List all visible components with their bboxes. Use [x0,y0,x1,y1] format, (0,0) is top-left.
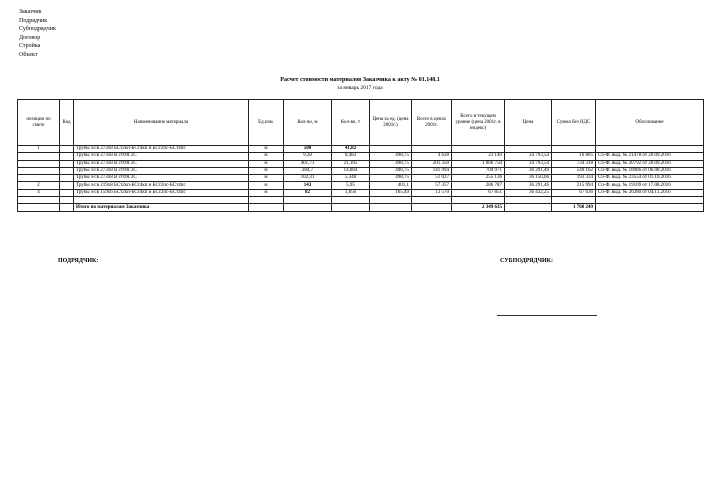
table-cell: 498,75 [370,167,412,174]
table-cell: 36 432,25 [505,189,552,196]
table-cell [284,197,332,204]
table-cell: 9,28 [284,153,332,160]
table-cell [284,204,332,211]
column-header: Обоснование [596,100,704,146]
table-cell: 1 006 750 [452,160,505,167]
table-cell: Трубы э/св 159х6 БСт2кп-БСт4кп и БСт2пс-БСт4пс [74,189,249,196]
table-total-row [18,204,704,211]
table-cell [60,189,74,196]
table-row [18,146,704,153]
header-line-subcontractor: Субподрядчик [19,26,56,33]
table-cell: 255 136 [452,175,505,182]
table-cell: 36 150,66 [505,175,552,182]
table-cell: Сч-Ф. выд. № 26280 от 04.11.2016 [596,189,704,196]
table-cell: Сч-Ф. выд. № 18986 от 06.08.2016 [596,167,704,174]
table-cell: м [249,189,284,196]
signature-line [497,315,597,316]
table-cell [596,204,704,211]
column-header: Кол-во, т [332,100,370,146]
table-row [18,189,704,196]
table-cell: 284,7 [284,167,332,174]
table-cell: Сч-Ф. выд. № 23554 от 01.10.2016 [596,175,704,182]
document-subtitle: за январь 2017 года [337,85,383,91]
table-body [18,146,704,212]
table-cell [60,146,74,153]
table-cell: Сч-Ф. выд. № 20792 от 20.09.2016 [596,160,704,167]
document-title: Расчет стоимости материалов Заказчика к акту № 01.148.1 [280,77,440,83]
materials-table [17,99,704,212]
table-cell [505,197,552,204]
column-header: Всего в текущем уровне (цена 2001г. в индекс) [452,100,505,146]
column-header: Сумма без НДС [552,100,596,146]
table-cell [370,146,412,153]
total-label: Итого по материалам Заказчика [74,204,249,211]
table-cell: 82 [284,189,332,196]
contractor-signature-label: ПОДРЯДЧИК: [58,258,99,264]
table-cell: м [249,175,284,182]
table-cell [596,197,704,204]
table-cell: 401,1 [370,182,412,189]
table-cell: 141 994 [412,167,452,174]
table-cell: Сч-Ф. выд. № 19109 от 17.08.2016 [596,182,704,189]
table-cell: 540 162 [552,167,596,174]
table-row [18,160,704,167]
table-cell [249,197,284,204]
table-cell [18,167,60,174]
subcontractor-signature-label: СУБПОДРЯДЧИК: [500,258,554,264]
table-row [18,167,704,174]
column-header: Цена [505,100,552,146]
table-cell [18,175,60,182]
table-cell [412,197,452,204]
column-header: Цена за ед. (цена 2001г.) [370,100,412,146]
table-header-row [18,100,704,146]
table-cell [74,197,249,204]
table-cell: 401,71 [284,160,332,167]
table-cell [552,197,596,204]
table-cell: 57 357 [412,182,452,189]
header-line-construction: Стройка [19,43,41,50]
column-header: Ед.изм. [249,100,284,146]
header-line-customer: Заказчик [19,9,42,15]
column-header: Код [60,100,74,146]
table-cell: 0,483 [332,153,370,160]
table-row [18,182,704,189]
table-cell [412,146,452,153]
table-cell [332,204,370,211]
table-cell: 734 318 [552,160,596,167]
table-cell [452,197,505,204]
table-cell: 286 787 [452,182,505,189]
table-cell [249,204,284,211]
table-cell: 34 793,54 [505,153,552,160]
table-cell: 498,75 [370,160,412,167]
table-cell: 4 [18,189,60,196]
table-cell: 709 971 [452,167,505,174]
table-cell: 23 140 [452,153,505,160]
table-cell: м [249,160,284,167]
table-cell: 193 334 [552,175,596,182]
table-cell: 51 027 [412,175,452,182]
table-row [18,153,704,160]
table-cell: м [249,153,284,160]
table-cell: 1,856 [332,189,370,196]
table-cell: Трубы э/св 273х8 В ст09Г2С [74,167,249,174]
table-cell: 215 994 [552,182,596,189]
table-cell [60,160,74,167]
table-cell: Сч-Ф. выд. № 21478 от 20.09.2016 [596,153,704,160]
table-cell: Трубы э/св 273х8 БСт2кп-БСт4кп и БСт2пс-БСт4пс [74,146,249,153]
table-cell: Трубы э/св 219х8 БСт2кп-БСт4кп и БСт2пс-БСт4пс [74,182,249,189]
column-header: Наименование материала [74,100,249,146]
table-cell [60,175,74,182]
table-cell: 500 [284,146,332,153]
table-cell: м [249,182,284,189]
table-cell [18,197,60,204]
table-cell: Трубы э/св 273х8 В ст09Г2С [74,153,249,160]
table-cell [552,146,596,153]
table-cell: 14,884 [332,167,370,174]
table-cell: 165,49 [370,189,412,196]
table-cell: 143 [284,182,332,189]
total-sum-no-vat: 1 768 249 [552,204,596,211]
table-cell [370,197,412,204]
table-cell: 36 291,46 [505,182,552,189]
column-header: позиции по смете [18,100,60,146]
table-cell [332,197,370,204]
header-block [19,8,56,60]
table-cell [60,182,74,189]
table-cell: 36 291,46 [505,167,552,174]
table-cell: м [249,167,284,174]
table-cell: Трубы э/св 273х8 В ст09Г2С [74,175,249,182]
table-cell: 5,348 [332,175,370,182]
table-cell: 5,95 [332,182,370,189]
table-cell: 498,75 [370,153,412,160]
table-row [18,197,704,204]
total-current-value: 2 349 635 [452,204,505,211]
table-row [18,175,704,182]
table-cell: м [249,146,284,153]
column-header: Всего в ценах 2001г. [412,100,452,146]
table-cell: 16 805 [552,153,596,160]
header-line-contract: Договор [19,34,41,41]
table-cell [60,204,74,211]
table-cell [18,153,60,160]
table-cell [18,160,60,167]
table-cell [18,204,60,211]
table-cell [60,197,74,204]
table-cell: 102,31 [284,175,332,182]
table-cell [596,146,704,153]
table-cell: 41,82 [332,146,370,153]
table-cell [452,146,505,153]
table-cell [60,167,74,174]
table-cell [505,146,552,153]
table-cell [60,153,74,160]
column-header: Кол-во, м [284,100,332,146]
table-cell: 13 570 [412,189,452,196]
table-cell [505,204,552,211]
table-cell [370,204,412,211]
table-cell: 1 [18,146,60,153]
table-cell: Трубы э/св 273х8 В ст09Г2С [74,160,249,167]
table-cell: 67 851 [452,189,505,196]
header-line-object: Объект [19,51,38,58]
table-cell: 21,105 [332,160,370,167]
table-cell [412,204,452,211]
table-cell: 34 793,54 [505,160,552,167]
header-line-contractor: Подрядчик [19,17,48,24]
table-cell: 498,75 [370,175,412,182]
table-cell: 67 636 [552,189,596,196]
table-cell: 2 [18,182,60,189]
table-cell: 201 350 [412,160,452,167]
table-cell: 4 628 [412,153,452,160]
